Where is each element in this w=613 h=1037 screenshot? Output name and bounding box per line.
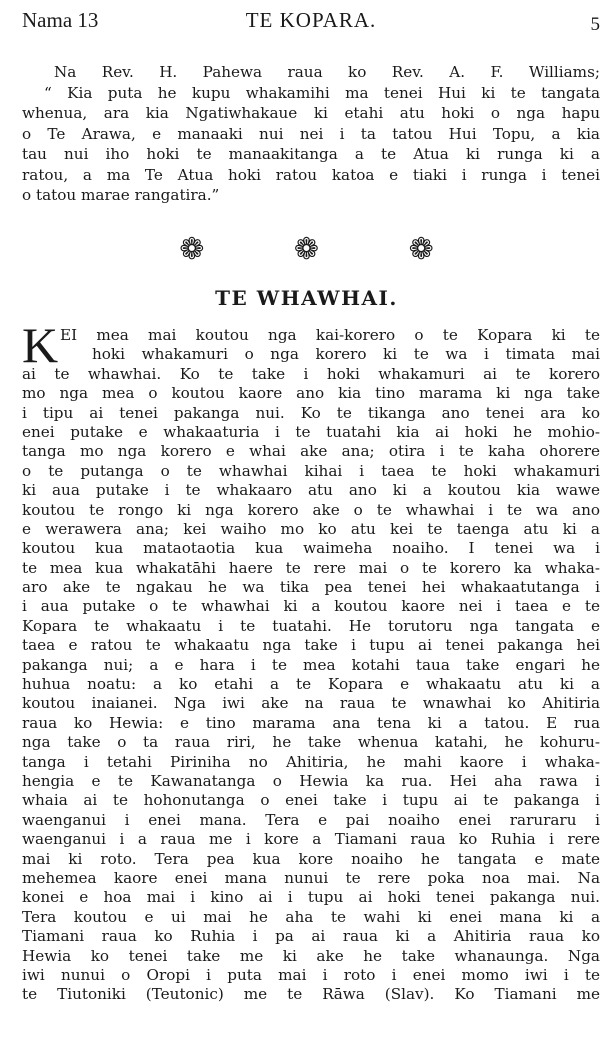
text-line: i tipu ai tenei pakanga nui. Ko te tikanga ano tenei ara ko [22, 403, 600, 422]
text-line: Hewia ko tenei take me ki ake he take whanaunga. Nga [22, 946, 600, 965]
text-line: pakanga nui; a e hara i te mea kotahi taua take engari he [22, 655, 600, 674]
text-line: hoki whakamuri o nga korero ki te wa i timata mai [92, 345, 600, 364]
text-line: i aua putake o te whawhai ki a koutou kaore nei i taea e te [22, 597, 600, 616]
text-line: mo nga mea o koutou kaore ano kia tino marama ki nga take [22, 384, 600, 403]
text-line: nga take o ta raua riri, he take whenua katahi, he kohuru- [22, 733, 600, 752]
text-line: koutou te rongo ki nga korero ake o te whawhai i te wa ano [22, 500, 600, 519]
text-line: te mea kua whakatāhi haere te rere mai o te korero ka whaka- [22, 558, 600, 577]
section-heading: TE WHAWHAI. [215, 286, 398, 310]
intro-paragraph [22, 62, 600, 206]
text-line: “ Kia puta he kupu whakamihi ma tenei Hui ki te tangata [44, 83, 600, 102]
text-line: whenua, ara kia Ngatiwhakaue ki etahi atu hoki o nga hapu [22, 104, 600, 122]
text-line: Na Rev. H. Pahewa raua ko Rev. A. F. Williams; [54, 63, 600, 81]
text-line: o te putanga o te whawhai kihai i taea te hoki whakamuri [22, 461, 600, 480]
text-line: Tiamani raua ko Ruhia i pa ai raua ki a Ahitiria raua ko [22, 927, 600, 946]
text-line: tau nui iho hoki te manaakitanga a te Atua ki runga ki a [22, 145, 600, 163]
flower-ornament: ❁ ❁ ❁ [179, 232, 474, 267]
text-line: waenganui i enei mana. Tera e pai noaiho enei raruraru i [22, 810, 600, 829]
text-line: whaia ai te hohonutanga o enei take i tupu ai te pakanga i [22, 791, 600, 810]
text-line: Kopara te whakaatu i te tuatahi. He torutoru nga tangata e [22, 616, 600, 635]
text-line: mai ki roto. Tera pea kua kore noaiho he tangata e mate [22, 849, 600, 868]
drop-cap: K [22, 317, 59, 373]
text-line: koutou kua mataotaotia kua waimeha noaiho. I tenei wa i [22, 539, 600, 558]
text-line: taea e ratou te whakaatu nga take i tupu ai tenei pakanga hei [22, 636, 600, 655]
text-line: o tatou marae rangatira.” [22, 186, 220, 204]
text-line: ai te whawhai. Ko te take i hoki whakamuri ai te korero [22, 364, 600, 383]
text-line: hengia e te Kawanatanga o Hewia ka rua. Hei aha rawa i [22, 771, 600, 790]
text-line: e werawera ana; kei waiho mo ko atu kei te taenga atu ki a [22, 519, 600, 538]
text-line: enei putake e whakaaturia i te tuatahi kia ai hoki he mohio- [22, 422, 600, 441]
text-line: raua ko Hewia: e tino marama ana tena ki a tatou. E rua [22, 713, 600, 732]
text-line: ki aua putake i te whakaaro atu ano ki a koutou kia wawe [22, 481, 600, 500]
text-line: Tera koutou e ui mai he aha te wahi ki enei mana ki a [22, 907, 600, 926]
text-line: tanga mo nga korero e whai ake ana; otira i te kaha ohorere [22, 442, 600, 461]
page-number: 5 [590, 14, 600, 35]
publication-title: TE KOPARA. [245, 8, 377, 32]
text-line: koutou inaianei. Nga iwi ake na raua te wnawhai ko Ahitiria [22, 694, 600, 713]
issue-number: Nama 13 [22, 8, 99, 32]
text-line: konei e hoa mai i kino ai i tupu ai hoki tenei pakanga nui. [22, 888, 600, 907]
text-line: tanga i tetahi Piriniha no Ahitiria, he mahi kaore i whaka- [22, 752, 600, 771]
text-line: EI mea mai koutou nga kai-korero o te Kopara ki te [60, 326, 600, 344]
text-line: mehemea kaore enei mana nunui te rere poka noa mai. Na [22, 868, 600, 887]
text-line: iwi nunui o Oropi i puta mai i roto i enei momo iwi i te [22, 965, 600, 984]
text-line: huhua noatu: a ko etahi a te Kopara e whakaatu atu ki a [22, 675, 600, 694]
text-line: te Tiutoniki (Teutonic) me te Rāwa (Slav). Ko Tiamani me [22, 985, 600, 1004]
text-line: o Te Arawa, e manaaki nui nei i ta tatou Hui Topu, a kia [22, 124, 600, 143]
running-header [22, 6, 600, 36]
article-body [22, 317, 600, 1005]
text-line: ratou, a ma Te Atua hoki ratou katoa e tiaki i runga i tenei [22, 165, 600, 184]
text-line: waenganui i a raua me i kore a Tiamani raua ko Ruhia i rere [22, 830, 600, 849]
text-line: aro ake te ngakau he wa tika pea tenei hei whakaatutanga i [22, 578, 600, 597]
